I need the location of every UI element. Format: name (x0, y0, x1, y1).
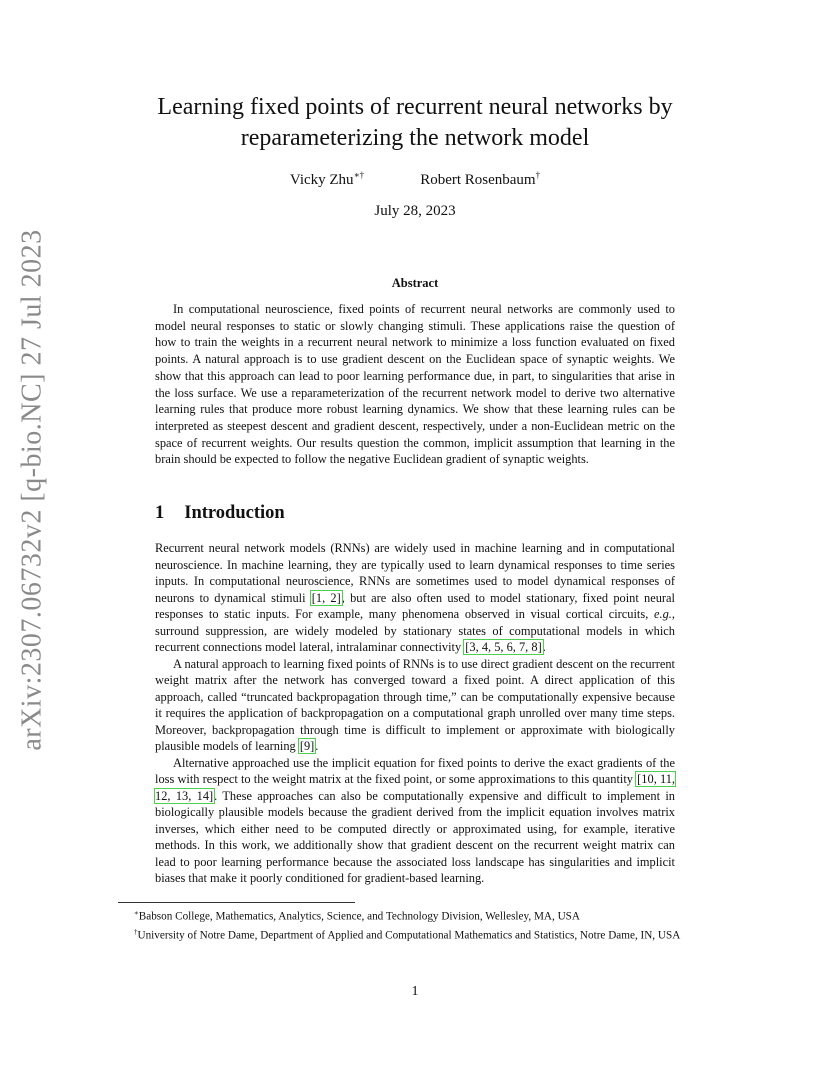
author (290, 170, 364, 189)
footnote-mark: † (134, 927, 138, 936)
footnote-text: Babson College, Mathematics, Analytics, Science, and Technology Division, Wellesley, MA, USA (138, 910, 580, 923)
section-title: Introduction (184, 503, 285, 523)
text-run: A natural approach to learning fixed points of RNNs is to use direct gradient descent on the recurrent weight matrix after the network has converged toward a fixed point. A direct application of this approach, called “truncated backpropagation through time,” can be computationally expensive because it requires the application of backpropagation on a computational graph unrolled over many time steps. Moreover, backpropagation through time is difficult to implement or approximate with biologically plausible models of learning (155, 656, 675, 753)
text-run: Alternative approached use the implicit equation for fixed points to derive the exact gradients of the loss with respect to the weight matrix at the fixed point, or some approximations to this quantity (155, 755, 675, 786)
introduction-body (155, 540, 675, 887)
page-number: 1 (411, 984, 419, 999)
section-heading (155, 503, 285, 524)
footnote-mark: ∗ (134, 909, 139, 917)
author-name: Robert Rosenbaum (420, 172, 536, 188)
author (420, 170, 540, 189)
citation-link[interactable]: [9] (299, 739, 315, 753)
text-run: . These approaches can also be computationally expensive and difficult to implement in biologically plausible models because the gradient derived from the implicit equation involves matrix inverses, which either need to be computed directly or approximated using, for example, iterative methods. In this work, we additionally show that gradient descent on the recurrent weight matrix can lead to poor learning performance because the associated loss landscape has singularities and implicit biases that make it poorly conditioned for gradient-based learning. (155, 788, 675, 885)
arxiv-identifier-text: arXiv:2307.06732v2 [q-bio.NC] 27 Jul 2023 (17, 229, 49, 751)
intro-paragraph-1 (155, 540, 675, 656)
text-run: , but are also often used to model stationary, fixed point neural responses to static inputs. For example, many phenomena observed in visual cortical circuits, (155, 590, 675, 621)
citation-link[interactable]: [1, 2] (311, 590, 341, 605)
citation-link[interactable]: [3, 4, 5, 6, 7, 8] (465, 640, 542, 654)
intro-paragraph-3 (155, 755, 675, 887)
citation-link[interactable]: [10, 11, 12, 13, 14] (155, 772, 675, 803)
text-run: , surround suppression, are widely modeled by stationary states of computational models in which recurrent connections model lateral, intralaminar connectivity (155, 607, 675, 654)
author-affiliation-marks: ∗† (353, 170, 365, 180)
footnote-text: University of Notre Dame, Department of Applied and Computational Mathematics and Statistics, Notre Dame, IN, USA (137, 929, 681, 942)
paper-title: Learning fixed points of recurrent neural networks by reparameterizing the network model (157, 94, 673, 151)
footnote-divider (118, 902, 355, 903)
footnotes (118, 906, 713, 943)
section-number: 1 (155, 503, 165, 523)
footnote (118, 906, 713, 925)
abstract-body: In computational neuroscience, fixed points of recurrent neural networks are commonly used to model neural responses to static or slowly changing stimuli. These applications raise the question of how to train the weights in a recurrent neural network to minimize a loss function evaluated on fixed points. A natural approach is to use gradient descent on the Euclidean space of synaptic weights. We show that this approach can lead to poor learning performance due, in part, to singularities that arise in the loss surface. We use a reparameterization of the recurrent network model to derive two alternative learning rules that produce more robust learning dynamics. We show that these learning rules can be interpreted as steepest descent and gradient descent, respectively, under a non-Euclidean metric on the space of recurrent weights. Our results question the common, implicit assumption that learning in the brain should be expected to follow the negative Euclidean gradient of synaptic weights. (155, 302, 675, 467)
abstract-heading: Abstract (391, 276, 439, 290)
author-list (120, 170, 710, 189)
text-run-italic: e.g. (654, 607, 672, 621)
footnote (118, 925, 713, 944)
text-run: . (315, 739, 319, 753)
arxiv-identifier (17, 229, 49, 751)
author-name: Vicky Zhu (289, 172, 354, 188)
intro-paragraph-2 (155, 656, 675, 755)
text-run: . (542, 640, 546, 654)
author-affiliation-marks: † (535, 170, 541, 180)
publication-date: July 28, 2023 (374, 203, 456, 219)
text-run: Recurrent neural network models (RNNs) are widely used in machine learning and in computational neuroscience. In machine learning, they are typically used to learn dynamical responses to time series inputs. In computational neuroscience, RNNs are sometimes used to model dynamical responses of neurons to dynamical stimuli (155, 541, 675, 605)
